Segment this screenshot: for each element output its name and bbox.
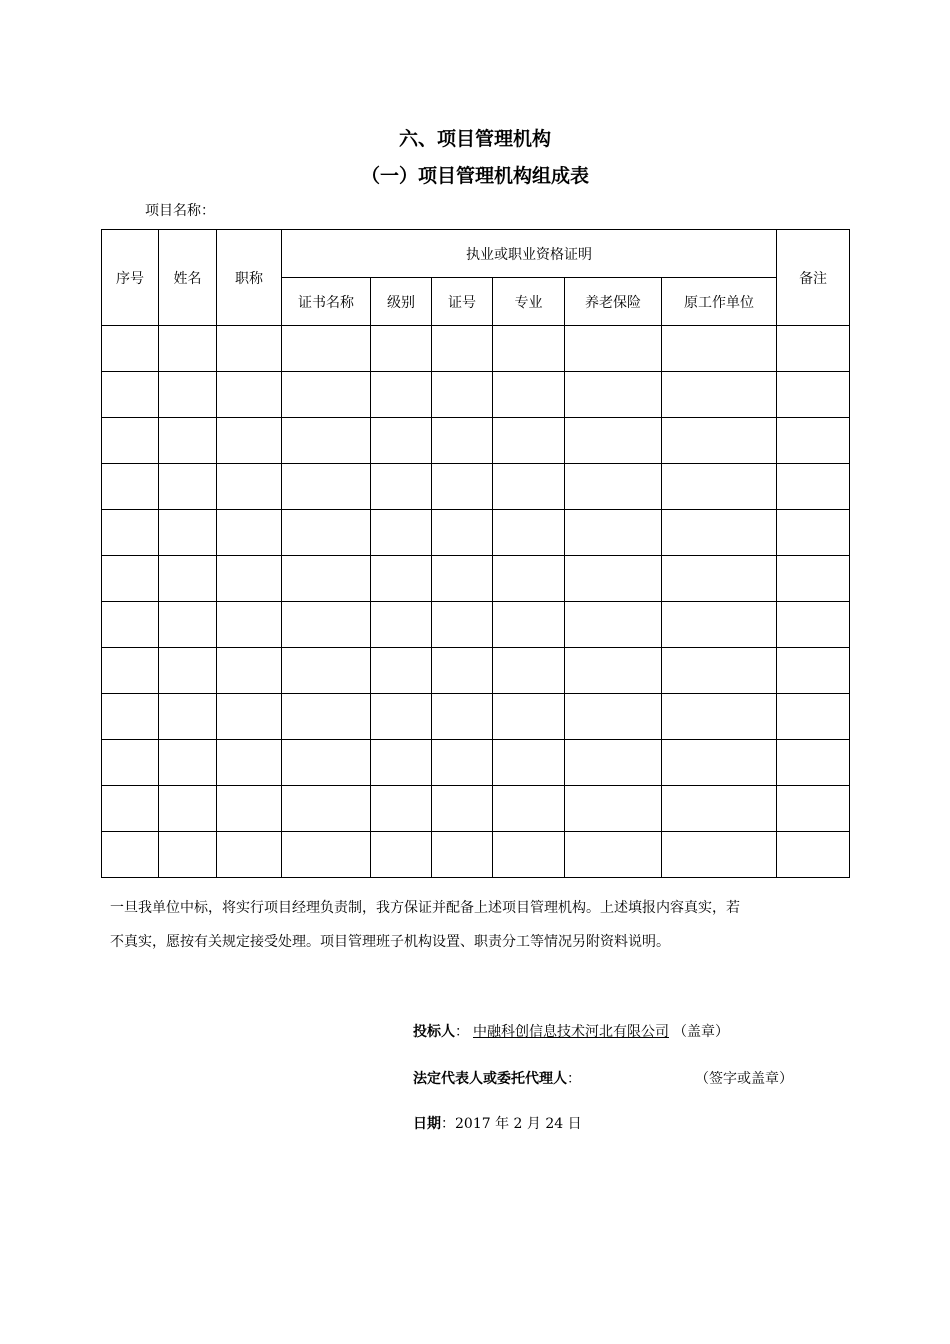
org-structure-table (101, 229, 850, 878)
header-prev-employer: 原工作单位 (662, 278, 777, 326)
table-row (102, 832, 850, 878)
table-cell[interactable] (159, 326, 217, 372)
table-cell[interactable] (102, 464, 159, 510)
header-title: 职称 (217, 230, 282, 326)
table-cell[interactable] (662, 832, 777, 878)
table-cell[interactable] (371, 740, 432, 786)
table-cell[interactable] (159, 510, 217, 556)
representative-colon: ： (567, 1071, 581, 1087)
bidder-suffix: （盖章） (673, 1024, 729, 1040)
table-cell[interactable] (102, 602, 159, 648)
table-cell[interactable] (282, 556, 371, 602)
table-cell[interactable] (565, 648, 662, 694)
table-cell[interactable] (159, 740, 217, 786)
header-cert-no: 证号 (432, 278, 493, 326)
table-cell[interactable] (493, 510, 565, 556)
table-cell[interactable] (217, 372, 282, 418)
table-cell[interactable] (432, 510, 493, 556)
table-cell[interactable] (777, 694, 850, 740)
table-cell[interactable] (282, 740, 371, 786)
table-cell[interactable] (159, 464, 217, 510)
table-cell[interactable] (493, 694, 565, 740)
table-cell[interactable] (371, 372, 432, 418)
table-cell[interactable] (371, 786, 432, 832)
header-remarks: 备注 (777, 230, 850, 326)
table-cell[interactable] (159, 602, 217, 648)
date-colon: ： (441, 1116, 455, 1132)
table-cell[interactable] (565, 602, 662, 648)
table-cell[interactable] (432, 464, 493, 510)
table-cell[interactable] (432, 694, 493, 740)
table-cell[interactable] (371, 326, 432, 372)
table-cell[interactable] (217, 832, 282, 878)
table-cell[interactable] (371, 418, 432, 464)
table-cell[interactable] (565, 556, 662, 602)
representative-suffix: （签字或盖章） (695, 1071, 793, 1087)
representative-line (413, 1068, 581, 1088)
table-cell[interactable] (662, 372, 777, 418)
table-cell[interactable] (217, 786, 282, 832)
table-cell[interactable] (493, 372, 565, 418)
date-value: 2017 年 2 月 24 日 (455, 1116, 582, 1132)
table-row (102, 372, 850, 418)
table-cell[interactable] (565, 740, 662, 786)
table-cell[interactable] (565, 510, 662, 556)
table-cell[interactable] (282, 832, 371, 878)
table-cell[interactable] (217, 648, 282, 694)
header-level: 级别 (371, 278, 432, 326)
table-row (102, 602, 850, 648)
table-cell[interactable] (662, 464, 777, 510)
statement-line-2: 不真实，愿按有关规定接受处理。项目管理班子机构设置、职责分工等情况另附资料说明。 (110, 934, 670, 950)
statement-line-1: 一旦我单位中标，将实行项目经理负责制，我方保证并配备上述项目管理机构。上述填报内容真实，若 (110, 900, 740, 916)
table-cell[interactable] (159, 648, 217, 694)
table-row (102, 556, 850, 602)
table-cell[interactable] (777, 648, 850, 694)
date-line (413, 1113, 582, 1133)
table-row (102, 326, 850, 372)
statement (110, 891, 850, 959)
table-cell[interactable] (282, 786, 371, 832)
table-cell[interactable] (432, 602, 493, 648)
table-cell[interactable] (432, 832, 493, 878)
table-cell[interactable] (662, 602, 777, 648)
table-cell[interactable] (282, 694, 371, 740)
table-cell[interactable] (371, 648, 432, 694)
table-cell[interactable] (217, 556, 282, 602)
table-cell[interactable] (565, 372, 662, 418)
table-cell[interactable] (217, 740, 282, 786)
date-label: 日期 (413, 1116, 441, 1132)
table-cell[interactable] (282, 372, 371, 418)
table-cell[interactable] (777, 786, 850, 832)
section-title: 六、项目管理机构 (398, 128, 551, 150)
header-pension: 养老保险 (565, 278, 662, 326)
table-cell[interactable] (565, 326, 662, 372)
header-qualification-group: 执业或职业资格证明 (282, 230, 777, 278)
table-cell[interactable] (102, 694, 159, 740)
table-row (102, 648, 850, 694)
table-cell[interactable] (662, 694, 777, 740)
table-cell[interactable] (371, 832, 432, 878)
table-cell[interactable] (282, 418, 371, 464)
table-cell[interactable] (493, 464, 565, 510)
table-cell[interactable] (159, 786, 217, 832)
table-cell[interactable] (565, 464, 662, 510)
table-cell[interactable] (159, 372, 217, 418)
table-cell[interactable] (282, 326, 371, 372)
table-cell[interactable] (777, 418, 850, 464)
table-cell[interactable] (102, 510, 159, 556)
table-row (102, 740, 850, 786)
bidder-colon: ： (455, 1024, 469, 1040)
table-cell[interactable] (102, 556, 159, 602)
table-cell[interactable] (493, 326, 565, 372)
table-cell[interactable] (282, 602, 371, 648)
table-cell[interactable] (662, 510, 777, 556)
table-row (102, 510, 850, 556)
table-cell[interactable] (777, 832, 850, 878)
table-cell[interactable] (371, 694, 432, 740)
table-cell[interactable] (662, 648, 777, 694)
table-cell[interactable] (777, 510, 850, 556)
table-cell[interactable] (217, 418, 282, 464)
table-cell[interactable] (432, 372, 493, 418)
table-cell[interactable] (217, 602, 282, 648)
table-cell[interactable] (371, 464, 432, 510)
table-cell[interactable] (493, 556, 565, 602)
header-major: 专业 (493, 278, 565, 326)
bidder-line (413, 1021, 729, 1041)
table-cell[interactable] (102, 648, 159, 694)
table-cell[interactable] (777, 326, 850, 372)
table-cell[interactable] (493, 602, 565, 648)
table-cell[interactable] (493, 648, 565, 694)
project-name-label: 项目名称： (145, 203, 215, 219)
table-cell[interactable] (102, 832, 159, 878)
table-cell[interactable] (217, 510, 282, 556)
table-cell[interactable] (565, 832, 662, 878)
table-cell[interactable] (662, 556, 777, 602)
table-cell[interactable] (159, 694, 217, 740)
table-cell[interactable] (102, 740, 159, 786)
table-cell[interactable] (217, 326, 282, 372)
table-cell[interactable] (432, 326, 493, 372)
table-cell[interactable] (159, 832, 217, 878)
table-cell[interactable] (493, 786, 565, 832)
table-cell[interactable] (777, 740, 850, 786)
table-cell[interactable] (282, 464, 371, 510)
table-cell[interactable] (102, 372, 159, 418)
table-cell[interactable] (159, 556, 217, 602)
table-cell[interactable] (493, 418, 565, 464)
table-cell[interactable] (432, 556, 493, 602)
table-row (102, 786, 850, 832)
header-name: 姓名 (159, 230, 217, 326)
table-cell[interactable] (159, 418, 217, 464)
table-cell[interactable] (662, 418, 777, 464)
table-cell[interactable] (102, 326, 159, 372)
header-seq: 序号 (102, 230, 159, 326)
table-cell[interactable] (432, 740, 493, 786)
table-cell[interactable] (102, 418, 159, 464)
table-cell[interactable] (493, 740, 565, 786)
table-cell[interactable] (282, 510, 371, 556)
table-cell[interactable] (217, 464, 282, 510)
table-title: （一）项目管理机构组成表 (360, 165, 589, 187)
table-cell[interactable] (102, 786, 159, 832)
table-cell[interactable] (371, 510, 432, 556)
table-cell[interactable] (662, 786, 777, 832)
table-cell[interactable] (217, 694, 282, 740)
table-cell[interactable] (565, 694, 662, 740)
table-row (102, 464, 850, 510)
table-cell[interactable] (662, 326, 777, 372)
bidder-value: 中融科创信息技术河北有限公司 (473, 1024, 669, 1040)
table-cell[interactable] (662, 740, 777, 786)
table-row (102, 418, 850, 464)
table-cell[interactable] (282, 648, 371, 694)
table-cell[interactable] (777, 556, 850, 602)
table-cell[interactable] (432, 648, 493, 694)
table-cell[interactable] (565, 418, 662, 464)
table-row (102, 694, 850, 740)
table-cell[interactable] (371, 556, 432, 602)
table-cell[interactable] (432, 786, 493, 832)
table-cell[interactable] (371, 602, 432, 648)
table-cell[interactable] (777, 464, 850, 510)
table-cell[interactable] (493, 832, 565, 878)
header-cert-name: 证书名称 (282, 278, 371, 326)
table-cell[interactable] (777, 372, 850, 418)
table-cell[interactable] (777, 602, 850, 648)
table-cell[interactable] (565, 786, 662, 832)
representative-label: 法定代表人或委托代理人 (413, 1071, 567, 1087)
bidder-label: 投标人 (413, 1024, 455, 1040)
table-cell[interactable] (432, 418, 493, 464)
